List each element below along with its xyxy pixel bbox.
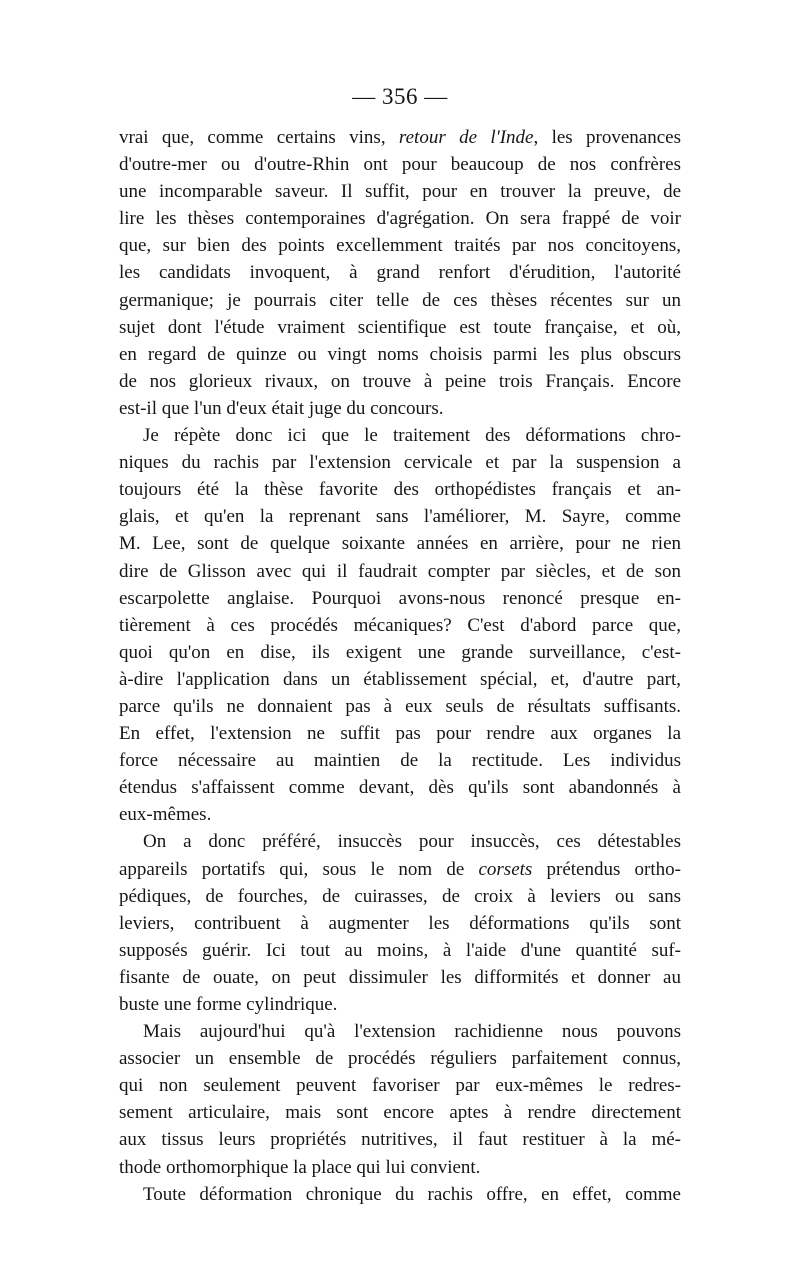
text-line: [119, 856, 681, 883]
text-line: [119, 991, 681, 1018]
text-segment: supposés guérir. Ici tout au moins, à l'aide d'une quantité suf-: [119, 939, 681, 961]
text-segment: que, sur bien des points excellemment traités par nos concitoyens,: [119, 235, 681, 257]
text-line: [119, 259, 681, 286]
text-segment: quoi qu'on en dise, ils exigent une grande surveillance, c'est-: [119, 641, 681, 663]
paragraph: [119, 422, 681, 828]
text-segment: En effet, l'extension ne suffit pas pour rendre aux organes la: [119, 723, 681, 745]
text-segment: lire les thèses contemporaines d'agrégation. On sera frappé de voir: [119, 208, 681, 230]
text-segment: en regard de quinze ou vingt noms choisis parmi les plus obscurs: [119, 343, 681, 365]
text-segment: leviers, contribuent à augmenter les déformations qu'ils sont: [119, 912, 681, 934]
text-segment: sement articulaire, mais sont encore aptes à rendre directement: [119, 1102, 681, 1124]
text-segment: tièrement à ces procédés mécaniques? C'est d'abord parce que,: [119, 614, 681, 636]
text-line: [119, 693, 681, 720]
text-segment: sujet dont l'étude vraiment scientifique est toute française, et où,: [119, 316, 681, 338]
text-segment: prétendus ortho-: [532, 858, 681, 880]
text-segment: d'outre-mer ou d'outre-Rhin ont pour beaucoup de nos confrères: [119, 154, 681, 176]
text-segment: eux-mêmes.: [119, 804, 212, 826]
italic-text: retour de l'Inde: [398, 127, 534, 148]
text-line: [119, 937, 681, 964]
text-segment: dire de Glisson avec qui il faudrait compter par siècles, et de son: [119, 560, 681, 582]
text-line: [119, 395, 681, 422]
text-line: [119, 1045, 681, 1072]
text-segment: force nécessaire au maintien de la rectitude. Les individus: [119, 750, 681, 772]
text-line: [119, 1018, 681, 1045]
paragraph: [119, 1018, 681, 1181]
text-line: [119, 449, 681, 476]
text-segment: à-dire l'application dans un établissement spécial, et, d'autre part,: [119, 668, 681, 690]
text-line: [119, 585, 681, 612]
text-line: [119, 151, 681, 178]
text-segment: vrai que, comme certains vins,: [119, 127, 399, 148]
text-segment: , les provenances: [533, 127, 681, 148]
body-text: [119, 124, 681, 1208]
text-segment: parce qu'ils ne donnaient pas à eux seuls de résultats suffisants.: [119, 695, 681, 717]
text-segment: fisante de ouate, on peut dissimuler les difformités et donner au: [119, 966, 681, 988]
text-segment: toujours été la thèse favorite des orthopédistes français et an-: [119, 479, 681, 501]
text-line: [119, 1099, 681, 1126]
paragraph: [119, 124, 681, 422]
text-line: [119, 828, 681, 855]
text-line: [119, 1154, 681, 1181]
text-segment: Mais aujourd'hui qu'à l'extension rachidienne nous pouvons: [143, 1021, 681, 1043]
text-segment: aux tissus leurs propriétés nutritives, il faut restituer à la mé-: [119, 1129, 681, 1151]
text-segment: On a donc préféré, insuccès pour insuccès, ces détestables: [143, 831, 681, 853]
text-line: [119, 503, 681, 530]
page-number: — 356 —: [352, 84, 448, 109]
text-line: [119, 178, 681, 205]
text-line: [119, 666, 681, 693]
text-segment: pédiques, de fourches, de cuirasses, de croix à leviers ou sans: [119, 885, 681, 907]
text-line: [119, 476, 681, 503]
text-line: [119, 314, 681, 341]
text-segment: Je répète donc ici que le traitement des déformations chro-: [143, 425, 681, 447]
text-segment: glais, et qu'en la reprenant sans l'améliorer, M. Sayre, comme: [119, 506, 681, 528]
text-line: [119, 205, 681, 232]
text-segment: escarpolette anglaise. Pourquoi avons-nous renoncé presque en-: [119, 587, 681, 609]
text-segment: une incomparable saveur. Il suffit, pour en trouver la preuve, de: [119, 181, 681, 203]
text-line: [119, 422, 681, 449]
text-line: [119, 639, 681, 666]
text-line: [119, 124, 681, 151]
text-segment: étendus s'affaissent comme devant, dès qu'ils sont abandonnés à: [119, 777, 681, 799]
text-line: [119, 910, 681, 937]
text-line: [119, 530, 681, 557]
text-segment: qui non seulement peuvent favoriser par eux-mêmes le redres-: [119, 1075, 681, 1097]
text-segment: associer un ensemble de procédés réguliers parfaitement connus,: [119, 1048, 681, 1070]
text-line: [119, 612, 681, 639]
text-line: [119, 368, 681, 395]
paragraph: [119, 1181, 681, 1208]
text-segment: de nos glorieux rivaux, on trouve à peine trois Français. Encore: [119, 370, 681, 392]
text-segment: Toute déformation chronique du rachis offre, en effet, comme: [143, 1183, 681, 1205]
text-line: [119, 964, 681, 991]
text-line: [119, 1181, 681, 1208]
text-segment: germanique; je pourrais citer telle de ces thèses récentes sur un: [119, 289, 681, 311]
text-line: [119, 883, 681, 910]
text-segment: niques du rachis par l'extension cervicale et par la suspension a: [119, 452, 681, 474]
text-segment: les candidats invoquent, à grand renfort d'érudition, l'autorité: [119, 262, 681, 284]
text-line: [119, 558, 681, 585]
text-line: [119, 1126, 681, 1153]
text-line: [119, 1072, 681, 1099]
text-segment: M. Lee, sont de quelque soixante années en arrière, pour ne rien: [119, 533, 681, 555]
text-line: [119, 801, 681, 828]
text-line: [119, 287, 681, 314]
text-segment: buste une forme cylindrique.: [119, 994, 338, 1015]
paragraph: [119, 828, 681, 1018]
text-line: [119, 720, 681, 747]
text-line: [119, 774, 681, 801]
text-line: [119, 341, 681, 368]
italic-text: corsets: [478, 858, 533, 880]
text-segment: appareils portatifs qui, sous le nom de: [119, 858, 479, 880]
text-segment: thode orthomorphique la place qui lui convient.: [119, 1156, 481, 1178]
text-line: [119, 747, 681, 774]
text-line: [119, 232, 681, 259]
text-segment: est-il que l'un d'eux était juge du concours.: [119, 397, 444, 419]
